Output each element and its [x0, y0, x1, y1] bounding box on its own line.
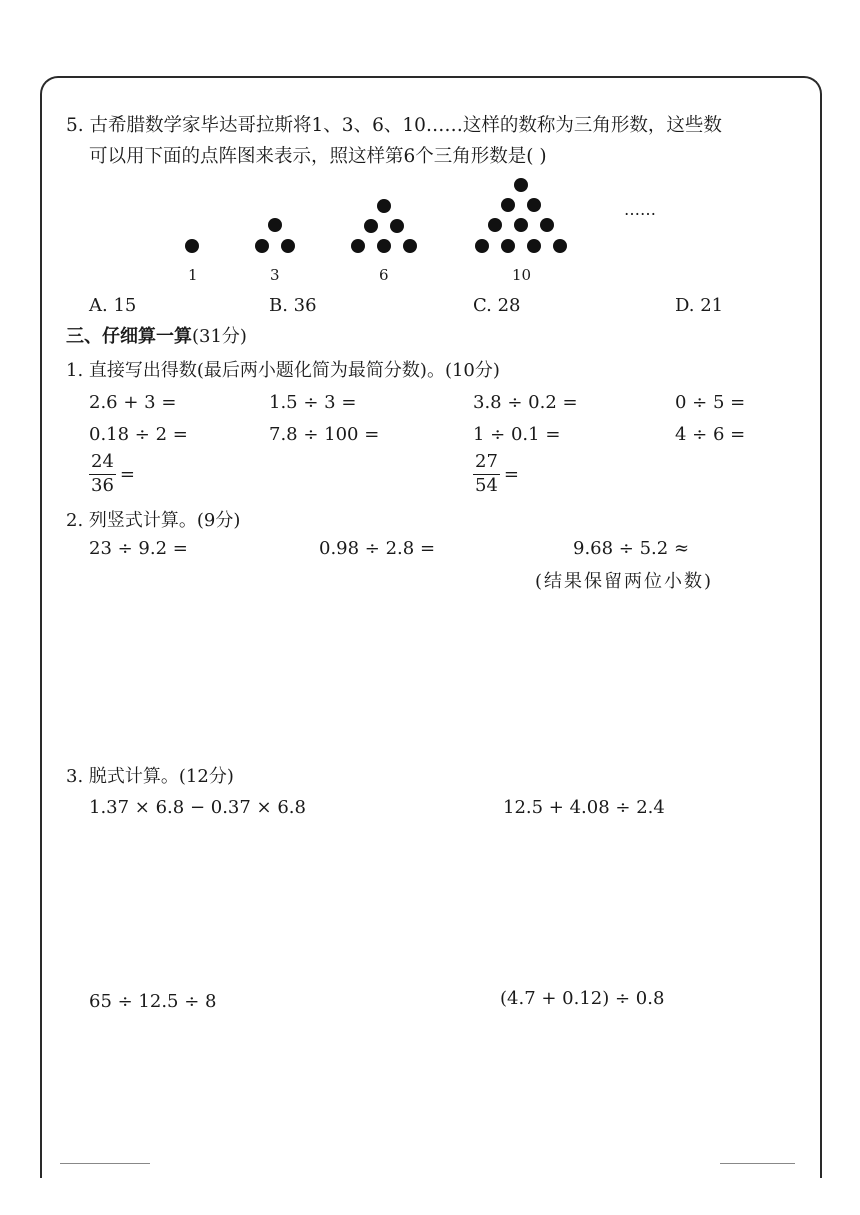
option-b: B. 36 — [269, 295, 317, 316]
p3-title: 3. 脱式计算。(12分) — [66, 766, 234, 787]
section-points: (31分) — [192, 326, 247, 347]
figure-label: 10 — [512, 266, 532, 284]
dot — [390, 219, 404, 233]
dot — [268, 218, 282, 232]
figure-label: 1 — [188, 266, 198, 284]
numerator: 27 — [473, 453, 500, 475]
dot — [527, 239, 541, 253]
dot — [403, 239, 417, 253]
vertical-calc: 0.98 ÷ 2.8 = — [319, 538, 436, 559]
figure-label: 3 — [270, 266, 280, 284]
numerator: 24 — [89, 453, 116, 475]
dot — [185, 239, 199, 253]
q5-line2: 可以用下面的点阵图来表示，照这样第6个三角形数是( ) — [89, 146, 547, 167]
p2-title: 2. 列竖式计算。(9分) — [66, 510, 241, 531]
dot — [377, 239, 391, 253]
dot — [281, 239, 295, 253]
equals-sign: = — [503, 463, 519, 485]
option-c: C. 28 — [473, 295, 521, 316]
oral-calc: 0 ÷ 5 = — [675, 392, 746, 413]
section-title: 三、仔细算一算 — [66, 326, 192, 347]
dot — [255, 239, 269, 253]
oral-calc: 1.5 ÷ 3 = — [269, 392, 357, 413]
vertical-calc: 23 ÷ 9.2 = — [89, 538, 188, 559]
q5-line1: 5. 古希腊数学家毕达哥拉斯将1、3、6、10……这样的数称为三角形数，这些数 — [66, 115, 722, 136]
p1-title: 1. 直接写出得数(最后两小题化简为最简分数)。(10分) — [66, 360, 500, 381]
denominator: 36 — [91, 474, 114, 496]
stepwise-calc: 1.37 × 6.8 − 0.37 × 6.8 — [89, 797, 306, 818]
stepwise-calc: 65 ÷ 12.5 ÷ 8 — [89, 991, 217, 1012]
page-frame — [40, 76, 822, 1178]
footer-rule — [720, 1163, 795, 1164]
oral-calc: 3.8 ÷ 0.2 = — [473, 392, 578, 413]
figure-label: 6 — [379, 266, 389, 284]
dot — [475, 239, 489, 253]
oral-calc: 0.18 ÷ 2 = — [89, 424, 188, 445]
option-a: A. 15 — [89, 295, 137, 316]
dot — [351, 239, 365, 253]
dot — [377, 199, 391, 213]
dot — [501, 239, 515, 253]
dot — [364, 219, 378, 233]
dot — [501, 198, 515, 212]
equals-sign: = — [119, 463, 135, 485]
oral-calc: 1 ÷ 0.1 = — [473, 424, 561, 445]
dot — [553, 239, 567, 253]
rounding-note: (结果保留两位小数) — [535, 571, 714, 592]
stepwise-calc: (4.7 + 0.12) ÷ 0.8 — [500, 988, 665, 1009]
dot — [514, 218, 528, 232]
dot — [488, 218, 502, 232]
oral-calc: 2.6 + 3 = — [89, 392, 177, 413]
vertical-calc: 9.68 ÷ 5.2 ≈ — [573, 538, 690, 559]
dot — [527, 198, 541, 212]
fraction-calc — [89, 453, 135, 496]
footer-rule — [60, 1163, 150, 1164]
fraction — [473, 453, 500, 496]
fraction-calc — [473, 453, 519, 496]
section-heading — [66, 328, 247, 346]
oral-calc: 7.8 ÷ 100 = — [269, 424, 380, 445]
dot — [540, 218, 554, 232]
stepwise-calc: 12.5 + 4.08 ÷ 2.4 — [503, 797, 665, 818]
option-d: D. 21 — [675, 295, 724, 316]
oral-calc: 4 ÷ 6 = — [675, 424, 746, 445]
figure-ellipsis: …… — [624, 200, 656, 219]
dot — [514, 178, 528, 192]
fraction — [89, 453, 116, 496]
denominator: 54 — [475, 474, 498, 496]
